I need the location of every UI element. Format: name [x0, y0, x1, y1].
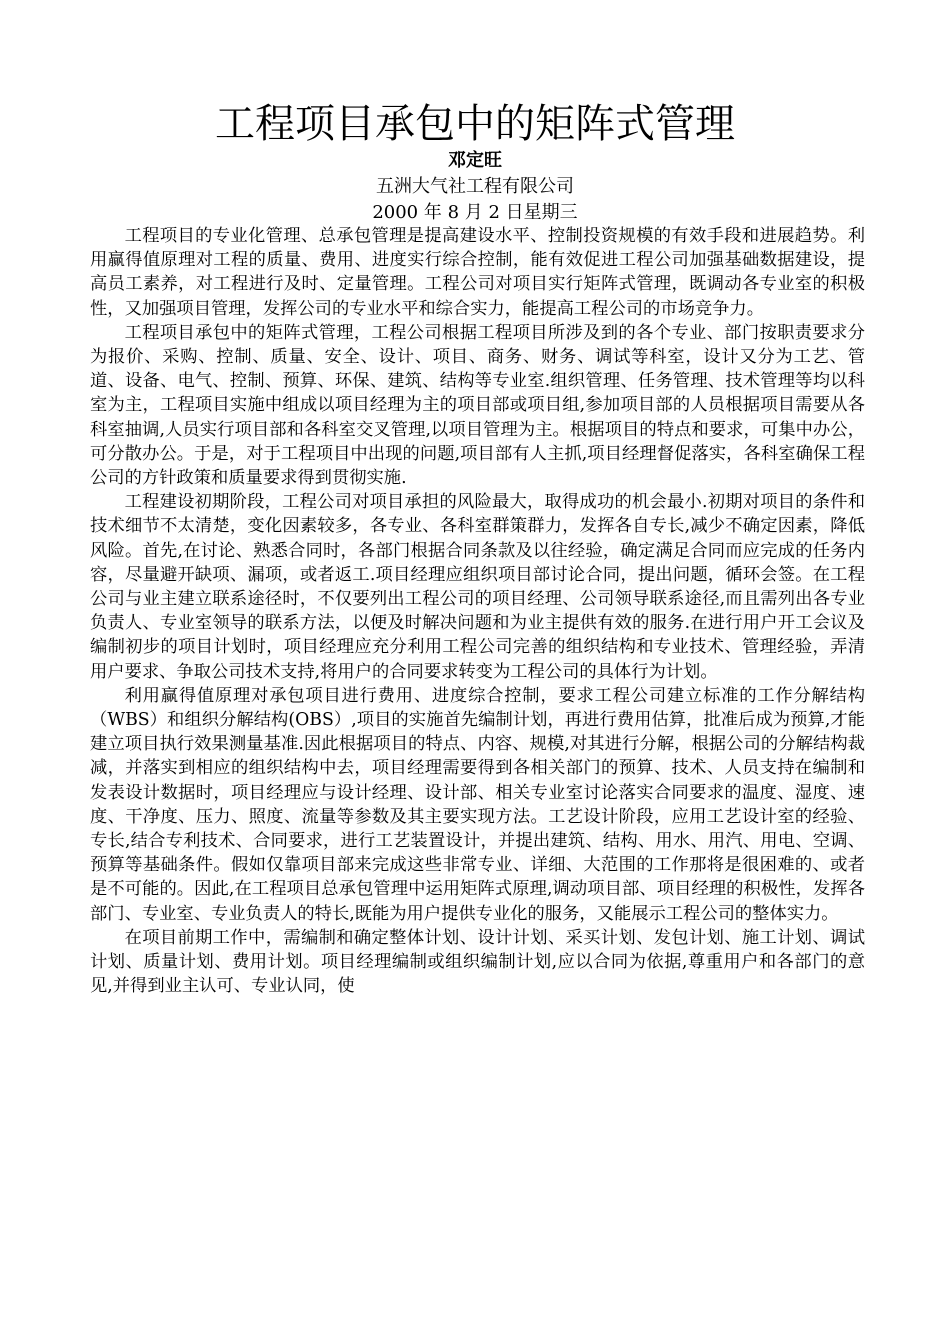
company-name: 五洲大气社工程有限公司 [376, 176, 574, 197]
document-body [90, 224, 865, 999]
document-date: 2000 年 8 月 2 日星期三 [372, 202, 578, 223]
paragraph-2: 工程项目承包中的矩阵式管理，工程公司根据工程项目所涉及到的各个专业、部门按职责要求分为报价、采购、控制、质量、安全、设计、项目、商务、财务、调试等科室，设计又分为工艺、管道、设备、电气、控制、预算、环保、建筑、结构等专业室.组织管理、任务管理、技术管理等均以科室为主，工程项目实施中组成以项目经理为主的项目部或项目组,参加项目部的人员根据项目需要从各科室抽调,人员实行项目部和各科室交叉管理,以项目管理为主。根据项目的特点和要求，可集中办公，可分散办公。于是，对于工程项目中出现的问题,项目部有人主抓,项目经理督促落实，各科室确保工程公司的方针政策和质量要求得到贯彻实施. [90, 322, 865, 489]
paragraph-5: 在项目前期工作中，需编制和确定整体计划、设计计划、采买计划、发包计划、施工计划、调试计划、质量计划、费用计划。项目经理编制或组织编制计划,应以合同为依据,尊重用户和各部门的意见,并得到业主认可、专业认同，使 [90, 927, 865, 997]
paragraph-1: 工程项目的专业化管理、总承包管理是提高建设水平、控制投资规模的有效手段和进展趋势。利用赢得值原理对工程的质量、费用、进度实行综合控制，能有效促进工程公司加强基础数据建设，提高员工素养，对工程进行及时、定量管理。工程公司对项目实行矩阵式管理，既调动各专业室的积极性，又加强项目管理，发挥公司的专业水平和综合实力，能提高工程公司的市场竞争力。 [90, 226, 865, 319]
paragraph-3: 工程建设初期阶段，工程公司对项目承担的风险最大，取得成功的机会最小.初期对项目的条件和技术细节不太清楚，变化因素较多，各专业、各科室群策群力，发挥各自专长,减少不确定因素，降低风险。首先,在讨论、熟悉合同时，各部门根据合同条款及以往经验，确定满足合同而应完成的任务内容，尽量避开缺项、漏项，或者返工.项目经理应组织项目部讨论合同，提出问题，循环会签。在工程公司与业主建立联系途径时，不仅要列出工程公司的项目经理、公司领导联系途径,而且需列出各专业负责人、专业室领导的联系方法，以便及时解决问题和为业主提供有效的服务.在进行用户开工会议及编制初步的项目计划时，项目经理应充分利用工程公司完善的组织结构和专业技术、管理经验，弄清用户要求、争取公司技术支持,将用户的合同要求转变为工程公司的具体行为计划。 [90, 492, 865, 682]
paragraph-4: 利用赢得值原理对承包项目进行费用、进度综合控制，要求工程公司建立标准的工作分解结构（WBS）和组织分解结构(OBS）,项目的实施首先编制计划，再进行费用估算，批准后成为预算,才能建立项目执行效果测量基准.因此根据项目的特点、内容、规模,对其进行分解，根据公司的分解结构裁减，并落实到相应的组织结构中去，项目经理需要得到各相关部门的预算、技术、人员支持在编制和发表设计数据时，项目经理应与设计经理、设计部、相关专业室讨论落实合同要求的温度、湿度、速度、干净度、压力、照度、流量等参数及其主要实现方法。工艺设计阶段，应用工艺设计室的经验、专长,结合专利技术、合同要求，进行工艺装置设计，并提出建筑、结构、用水、用汽、用电、空调、预算等基础条件。假如仅靠项目部来完成这些非常专业、详细、大范围的工作那将是很困难的、或者是不可能的。因此,在工程项目总承包管理中运用矩阵式原理,调动项目部、项目经理的积极性，发挥各部门、专业室、专业负责人的特长,既能为用户提供专业化的服务，又能展示工程公司的整体实力。 [90, 685, 865, 924]
document-title: 工程项目承包中的矩阵式管理 [215, 101, 735, 147]
author-name: 邓定旺 [448, 150, 502, 171]
